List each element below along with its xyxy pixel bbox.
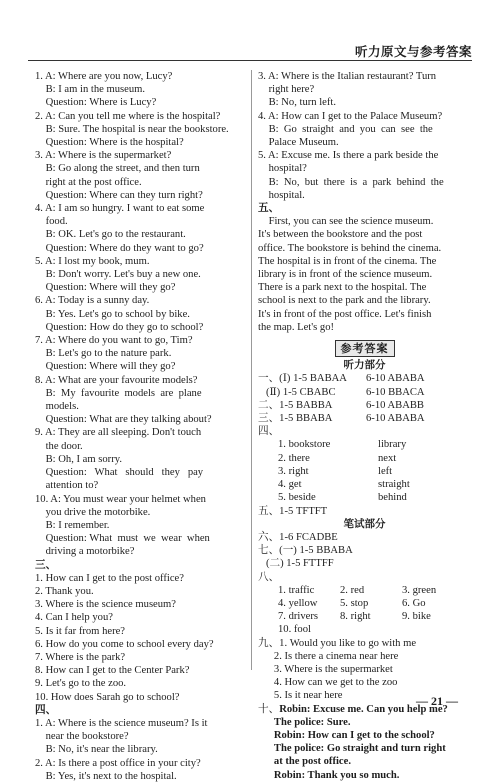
transcript-line: 1. How can I get to the post office? [35, 572, 184, 584]
answer-row [258, 399, 471, 412]
transcript-line: B: No, it's near the library. [35, 744, 158, 756]
transcript-line: 5. A: Excuse me. Is there a park beside the [258, 150, 439, 162]
section6-answers: 六、1-6 FCADBE [258, 531, 338, 543]
right-column [258, 70, 471, 782]
dialogue-prefix [258, 730, 274, 741]
transcript-line: 7. A: Where do you want to go, Tim? [35, 335, 193, 347]
transcript-line: 3. A: Where is the supermarket? [35, 150, 172, 162]
answer-word: 4. yellow [278, 597, 318, 609]
answer-word: 3. green [402, 584, 437, 596]
dialogue-text: Thank you so much. [305, 769, 400, 781]
section7a-answers: 七、(一) 1-5 BBABA [258, 545, 353, 557]
section10-dialogue [258, 703, 471, 782]
transcript-line: B: Go along the street, and then turn [35, 163, 200, 175]
dialogue-prefix [258, 717, 274, 728]
answer-sentence: 2. Is there a cinema near here [258, 650, 399, 662]
written-section-title: 笔试部分 [343, 517, 386, 530]
transcript-line: The hospital is in front of the cinema. The [258, 255, 437, 267]
transcript-line: There is a park next to the hospital. The [258, 282, 427, 294]
answer-word: behind [378, 492, 407, 504]
answer-word: 2. there [278, 452, 310, 464]
dialogue-line [258, 769, 471, 782]
transcript-line: Question: Where will they go? [35, 282, 176, 294]
transcript-line: 8. How can I get to the Center Park? [35, 665, 190, 677]
transcript-line: you drive the motorbike. [35, 506, 151, 518]
transcript-line: 5. Is it far from here? [35, 625, 126, 637]
answer-word: 4. get [278, 479, 302, 491]
dialogue-speaker: The police: [273, 743, 325, 755]
transcript-line: Question: Where can they turn right? [35, 189, 203, 201]
answer-key-title: 参考答案 [335, 340, 395, 357]
transcript-line: hospital? [258, 163, 307, 175]
answer-row [258, 438, 471, 451]
answer-left: 三、1-5 BBABA [258, 413, 333, 425]
answer-word: 5. stop [340, 597, 369, 609]
transcript-line: 9. A: They are all sleeping. Don't touch [35, 427, 202, 439]
transcript-line: 7. Where is the park? [35, 651, 126, 663]
transcript-line: Question: Where will they go? [35, 361, 176, 373]
answer-row [258, 412, 471, 425]
dialogue-speaker: The police: [273, 716, 325, 728]
dialogue-text: Go straight and turn right [324, 743, 446, 755]
transcript-line: 4. A: How can I get to the Palace Museum? [258, 110, 443, 122]
transcript-line: 4. Can I help you? [35, 612, 113, 624]
transcript-line: It's between the bookstore and the post [258, 229, 423, 241]
transcript-line: Palace Museum. [258, 137, 339, 149]
answer-key-box [258, 340, 471, 357]
transcript-line: 2. A: Is there a post office in your city? [35, 757, 201, 769]
answer-word: left [378, 465, 393, 477]
answer-row [278, 584, 471, 597]
transcript-line: B: I am in the museum. [35, 84, 146, 96]
transcript-line: B: No, turn left. [258, 97, 336, 109]
transcript-line: 三、 [35, 559, 57, 571]
answer-word [340, 623, 402, 636]
transcript-line: hospital. [258, 189, 305, 201]
answer-row [278, 623, 471, 636]
transcript-line: Question: How do they go to school? [35, 321, 204, 333]
answer-row [278, 597, 471, 610]
transcript-line: driving a motorbike? [35, 546, 135, 558]
section7b-answers: (二) 1-5 FTTFF [258, 558, 334, 570]
transcript-line: Question: Where is the hospital? [35, 137, 184, 149]
transcript-line: B: Yes, it's next to the hospital. [35, 770, 177, 782]
dialogue-line [258, 755, 471, 768]
answer-word: 8. right [340, 611, 371, 623]
answer-sentence: 3. Where is the supermarket [258, 663, 393, 675]
transcript-line: 2. Thank you. [35, 585, 94, 597]
transcript-line: B: Sure. The hospital is near the bookstore. [35, 123, 229, 135]
answer-row [258, 491, 471, 504]
transcript-line: B: No, but there is a park behind the [258, 176, 444, 188]
listening-transcript-continued [258, 70, 471, 334]
answer-word [402, 623, 464, 636]
dialogue-text: How can I get to the school? [305, 729, 435, 741]
transcript-line: school is next to the park and the library. [258, 295, 431, 307]
answer-word: 7. drivers [278, 611, 319, 623]
transcript-line: 8. A: What are your favourite models? [35, 374, 198, 386]
dialogue-text: Sure. [324, 716, 351, 728]
answer-word: 10. fool [278, 624, 311, 636]
answer-word: library [378, 439, 407, 451]
transcript-line: Question: What must we wear when [35, 533, 210, 545]
transcript-line: 1. A: Where are you now, Lucy? [35, 71, 173, 82]
dialogue-prefix [258, 756, 274, 767]
transcript-line: Question: Where is Lucy? [35, 97, 157, 109]
page-header-title: 听力原文与参考答案 [354, 45, 472, 59]
transcript-line: B: Oh, I am sorry. [35, 453, 122, 465]
section4-answers [258, 438, 471, 504]
transcript-line: 10. A: You must wear your helmet when [35, 493, 206, 505]
answer-row [278, 610, 471, 623]
left-column [35, 70, 247, 783]
transcript-line: 6. A: Today is a sunny day. [35, 295, 150, 307]
column-divider [251, 70, 252, 670]
transcript-line: B: OK. Let's go to the restaurant. [35, 229, 186, 241]
section5-answers: 五、1-5 TFTFT [258, 505, 328, 517]
transcript-line: attention to? [35, 480, 99, 492]
answer-row [258, 372, 471, 385]
transcript-line: food. [35, 216, 68, 228]
transcript-line: office. The bookstore is behind the cinema. [258, 242, 442, 254]
answer-row [258, 452, 471, 465]
transcript-line: 9. Let's go to the zoo. [35, 678, 127, 690]
transcript-line: B: My favourite models are plane [35, 387, 202, 399]
transcript-line: It's in front of the post office. Let's finish [258, 308, 432, 320]
answer-left: 二、1-5 BABBA [258, 399, 333, 411]
answer-word: 1. traffic [278, 584, 315, 596]
transcript-line: library is in front of the science museum. [258, 269, 433, 281]
answer-word: 5. beside [278, 492, 316, 504]
answer-row [258, 478, 471, 491]
transcript-line: 10. How does Sarah go to school? [35, 691, 180, 703]
answer-sentence: 4. How can we get to the zoo [258, 677, 398, 689]
section9-answers [258, 637, 471, 703]
answer-sentence: 5. Is it near here [258, 690, 343, 702]
dialogue-speaker: Robin: [279, 703, 311, 715]
section8-answers [258, 584, 471, 637]
answer-left: 一、(Ⅰ) 1-5 BABAA [258, 373, 347, 385]
answer-word: 2. red [340, 584, 365, 596]
answer-right: 6-10 ABABA [366, 413, 425, 425]
answer-right: 6-10 ABABA [366, 373, 425, 385]
answer-row [258, 465, 471, 478]
answer-sentence: 九、1. Would you like to go with me [258, 637, 417, 649]
transcript-line: 4. A: I am so hungry. I want to eat some [35, 203, 205, 215]
listening-answers [258, 372, 471, 425]
dialogue-speaker: Robin: [273, 769, 306, 781]
transcript-line: 5. A: I lost my book, mum. [35, 255, 150, 267]
dialogue-prefix [258, 770, 274, 781]
transcript-line: Question: What are they talking about? [35, 414, 212, 426]
transcript-line: B: Yes. Let's go to school by bike. [35, 308, 190, 320]
transcript-line: models. [35, 401, 79, 413]
answer-row [258, 386, 471, 399]
dialogue-line [258, 716, 471, 729]
transcript-line: 四、 [35, 704, 57, 716]
answer-word: 1. bookstore [278, 439, 331, 451]
transcript-line: B: Don't worry. Let's buy a new one. [35, 269, 201, 281]
section4-label: 四、 [258, 426, 280, 438]
dialogue-speaker: Robin: [273, 729, 306, 741]
answer-right: 6-10 BBACA [366, 386, 425, 398]
dialogue-prefix [258, 743, 274, 754]
transcript-line: First, you can see the science museum. [258, 216, 434, 228]
transcript-line: the map. Let's go! [258, 321, 335, 333]
listening-section-title: 听力部分 [343, 359, 386, 372]
transcript-line: 五、 [258, 203, 280, 215]
transcript-line: right here? [258, 84, 315, 96]
answer-left: (Ⅱ) 1-5 CBABC [258, 386, 336, 398]
dialogue-text: Excuse me. Can you help me? [310, 703, 448, 715]
transcript-line: B: Go straight and you can see the [258, 123, 433, 135]
dialogue-line [258, 742, 471, 755]
dialogue-text: at the post office. [273, 756, 351, 768]
transcript-line: B: I remember. [35, 519, 110, 531]
transcript-line: near the bookstore? [35, 731, 129, 743]
transcript-line: the door. [35, 440, 83, 452]
transcript-line: 3. A: Where is the Italian restaurant? Turn [258, 71, 437, 82]
page-number: — 21 — [416, 694, 458, 708]
transcript-line: 3. Where is the science museum? [35, 599, 177, 611]
answer-word: next [378, 452, 397, 464]
transcript-line: B: Let's go to the nature park. [35, 348, 172, 360]
answer-word: 3. right [278, 465, 309, 477]
transcript-line: 1. A: Where is the science museum? Is it [35, 717, 208, 729]
section8-label: 八、 [258, 571, 280, 583]
dialogue-prefix: 十、 [258, 703, 280, 715]
answer-word: 6. Go [402, 597, 426, 609]
answer-word: straight [378, 479, 410, 491]
answer-right: 6-10 ABABB [366, 399, 424, 411]
transcript-line: 6. How do you come to school every day? [35, 638, 214, 650]
transcript-line: 2. A: Can you tell me where is the hospital? [35, 110, 221, 122]
transcript-line: Question: Where do they want to go? [35, 242, 204, 254]
answer-word: 9. bike [402, 611, 431, 623]
transcript-line: Question: What should they pay [35, 467, 204, 479]
header-rule [28, 60, 472, 61]
transcript-line: right at the post office. [35, 176, 142, 188]
